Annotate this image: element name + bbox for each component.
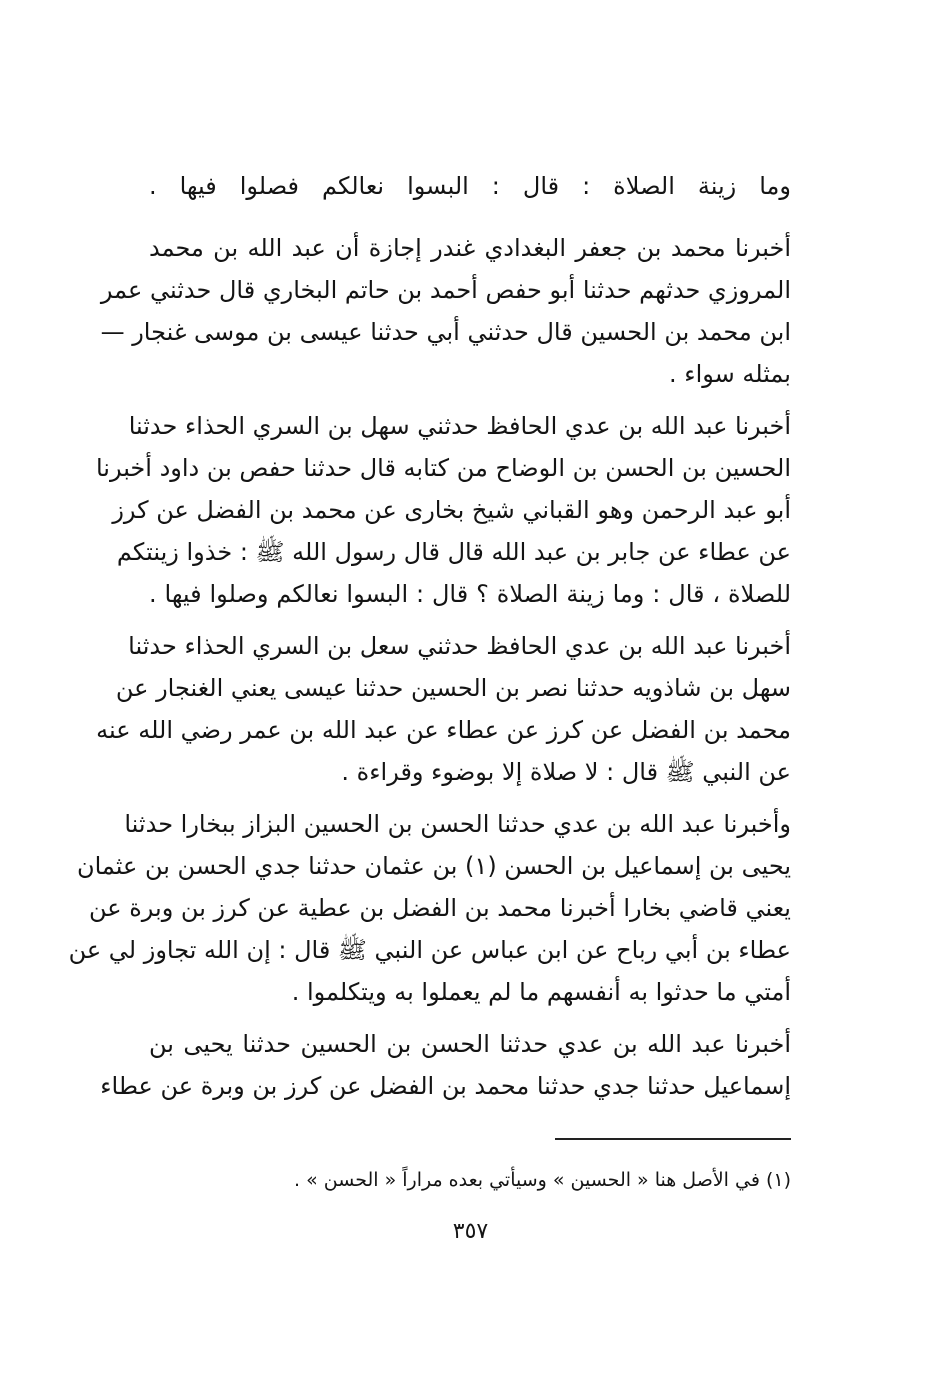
text-line: إسماعيل حدثنا جدي حدثنا محمد بن الفضل عن كرز بن وبرة عن عطاء — [100, 1072, 791, 1100]
footnote: (١) في الأصل هنا « الحسين » وسيأتي بعده مراراً « الحسن » . — [294, 1169, 791, 1191]
text-line: للصلاة ، قال : وما زينة الصلاة ؟ قال : البسوا نعالكم وصلوا فيها . — [149, 580, 791, 608]
text-line: أخبرنا عبد الله بن عدي حدثنا الحسن بن الحسين حدثنا يحيى بن — [149, 1030, 791, 1058]
text-line: أمتي ما حدثوا به أنفسهم ما لم يعملوا به ويتكلموا . — [291, 978, 791, 1006]
text-line: أخبرنا عبد الله بن عدي الحافظ حدثني سهل بن السري الحذاء حدثنا — [128, 412, 791, 440]
text-line: عن النبي ﷺ قال : لا صلاة إلا بوضوء وقراءة . — [341, 758, 791, 786]
text-line: عن عطاء عن جابر بن عبد الله قال قال رسول الله ﷺ : خذوا زينتكم — [116, 538, 791, 566]
text-line: محمد بن الفضل عن كرز عن عطاء عن عبد الله بن عمر رضي الله عنه — [96, 716, 791, 744]
text-line: وما زينة الصلاة : قال : البسوا نعالكم فصلوا فيها . — [149, 172, 791, 200]
text-line: الحسين بن الحسن بن الوضاح من كتابه قال حدثنا حفص بن داود أخبرنا — [95, 454, 791, 482]
text-line: يعني قاضي بخارا أخبرنا محمد بن الفضل بن عطية عن كرز بن وبرة عن — [89, 894, 791, 922]
text-line: ابن محمد بن الحسين قال حدثني أبي حدثنا عيسى بن موسى غنجار — — [100, 318, 791, 346]
footnote-divider — [555, 1138, 791, 1140]
page-number: ٣٥٧ — [452, 1219, 489, 1244]
text-line: وأخبرنا عبد الله بن عدي حدثنا الحسن بن الحسين البزاز ببخارا حدثنا — [124, 810, 791, 838]
text-line: عطاء بن أبي رباح عن ابن عباس عن النبي ﷺ قال : إن الله تجاوز لي عن — [68, 936, 791, 964]
text-line: أخبرنا محمد بن جعفر البغدادي غندر إجازة أن عبد الله بن محمد — [149, 234, 791, 262]
text-line: المروزي حدثهم حدثنا أبو حفص أحمد بن حاتم البخاري قال حدثني عمر — [100, 276, 791, 304]
text-line: سهل بن شاذويه حدثنا نصر بن الحسين حدثنا عيسى يعني الغنجار عن — [115, 674, 791, 702]
text-line: بمثله سواء . — [669, 360, 791, 388]
text-line: يحيى بن إسماعيل بن الحسن (١) بن عثمان حدثنا جدي الحسن بن عثمان — [76, 852, 791, 880]
text-line: أخبرنا عبد الله بن عدي الحافظ حدثني سعل بن السري الحذاء حدثنا — [128, 632, 791, 660]
text-line: أبو عبد الرحمن وهو القباني شيخ بخارى عن محمد بن الفضل عن كرز — [112, 496, 791, 524]
